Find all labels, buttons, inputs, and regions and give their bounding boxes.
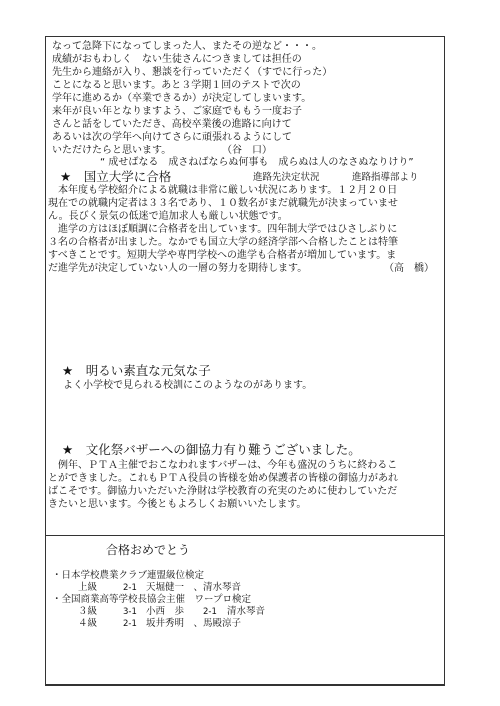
intro-line: 先生から連絡が入り、懇談を行っていただく（すでに行った） [52, 67, 333, 78]
section1-line: ん。長びく景気の低迷で追加求人も厳しい状態です。 [48, 211, 288, 222]
exam2-grade4-class: 2-1 [123, 619, 137, 629]
section1-line: 現在での就職内定者は３３名であり、１０数名がまだ就職先が決まっていませ [48, 198, 398, 209]
exam1-names: 天堀健一 、清水琴音 [146, 582, 242, 593]
exam1-class: 2-1 [123, 583, 137, 593]
intro-line: あるいは次の学年へ向けてさらに頑張れるようにして [52, 132, 292, 143]
quote-line: “ 成せばなる 成さねばならぬ何事も 成らぬは人のなさぬなりけり” [100, 157, 414, 168]
exam2-grade3-name2: 清水琴音 [227, 606, 266, 617]
intro-line: 成績がおもわしく ない生徒さんにつきましては担任の [52, 54, 302, 65]
exam2-grade4-names: 坂井秀明 、馬殿涼子 [146, 618, 242, 629]
section1-line: 進学の方はほぼ順調に合格者を出しています。四年制大学ではひさしぶりに [48, 224, 398, 235]
intro-line: なって急降下になってしまった人、またその逆など・・・。 [52, 41, 322, 52]
exam2-grade3-name1: 小西 歩 [146, 606, 185, 617]
exam2-grade3-class2: 2-1 [203, 607, 217, 617]
exam2-grade3: ３級 [78, 606, 98, 617]
intro-line: 学年に進めるか（卒業できるか）が決定してしまいます。 [52, 93, 312, 104]
section1-line: 本年度も学校紹介による就職は非常に厳しい状況にあります。１２月２０日 [48, 185, 398, 196]
section1-line: すべきことです。短期大学や専門学校への進学も合格者が増加しています。ま [48, 250, 397, 261]
intro-line: 来年が良い年となりますよう、ご家庭でももう一度お子 [52, 106, 302, 117]
exam1-grade: 上級 [78, 582, 98, 593]
intro-line: ことになると思います。あと３学期１回のテストで次の [52, 80, 301, 91]
section1-author: （高 橋） [384, 263, 434, 274]
section2-line: よく小学校で見られる校訓にこのようなのがあります。 [63, 380, 313, 391]
intro-line: さんと話をしていただき、高校卒業後の進路に向けて [52, 119, 292, 130]
exam2-name: ・全国商業高等学校長協会主催 ワープロ検定 [52, 594, 252, 605]
section3-line: ばこそです。御協力いただいた浄財は学校教育の充実のために使わしていただ [48, 486, 398, 497]
section1-line: ３名の合格者が出ました。なかでも国立大学の経済学部へ合格したことは特筆 [48, 237, 398, 248]
section3-line: きたいと思います。今後ともよろしくお願いいたします。 [48, 499, 307, 510]
exam2-grade3-class1: 3-1 [123, 607, 137, 617]
exam2-grade4: ４級 [78, 618, 98, 629]
section1-line: だ進学先が決定していない人の一層の努力を期待します。 [48, 263, 308, 274]
intro-author: （谷 口） [222, 145, 272, 156]
section2-heading: ★ 明るい素直な元気な子 [62, 363, 211, 378]
section3-heading: ★ 文化祭バザーへの御協力有り難うございました。 [62, 442, 361, 457]
congrats-title: 合格おめでとう [106, 543, 191, 557]
section3-line: とができました。これもＰＴＡ役員の皆様を始め保護者の皆様の御協力があれ [48, 473, 398, 484]
section1-sub-dept: 進路指導部より [352, 172, 419, 183]
section3-line: 例年、ＰＴＡ主催でおこなわれますバザーは、今年も盛況のうちに終わるこ [48, 460, 398, 471]
intro-line: いただけたらと思います。 [52, 145, 172, 156]
section1-sub-status: 進路先決定状況 [253, 172, 320, 183]
exam1-name: ・日本学校農業クラブ連盟級位検定 [52, 570, 205, 581]
section1-heading: ★ 国立大学に合格 [60, 169, 172, 184]
